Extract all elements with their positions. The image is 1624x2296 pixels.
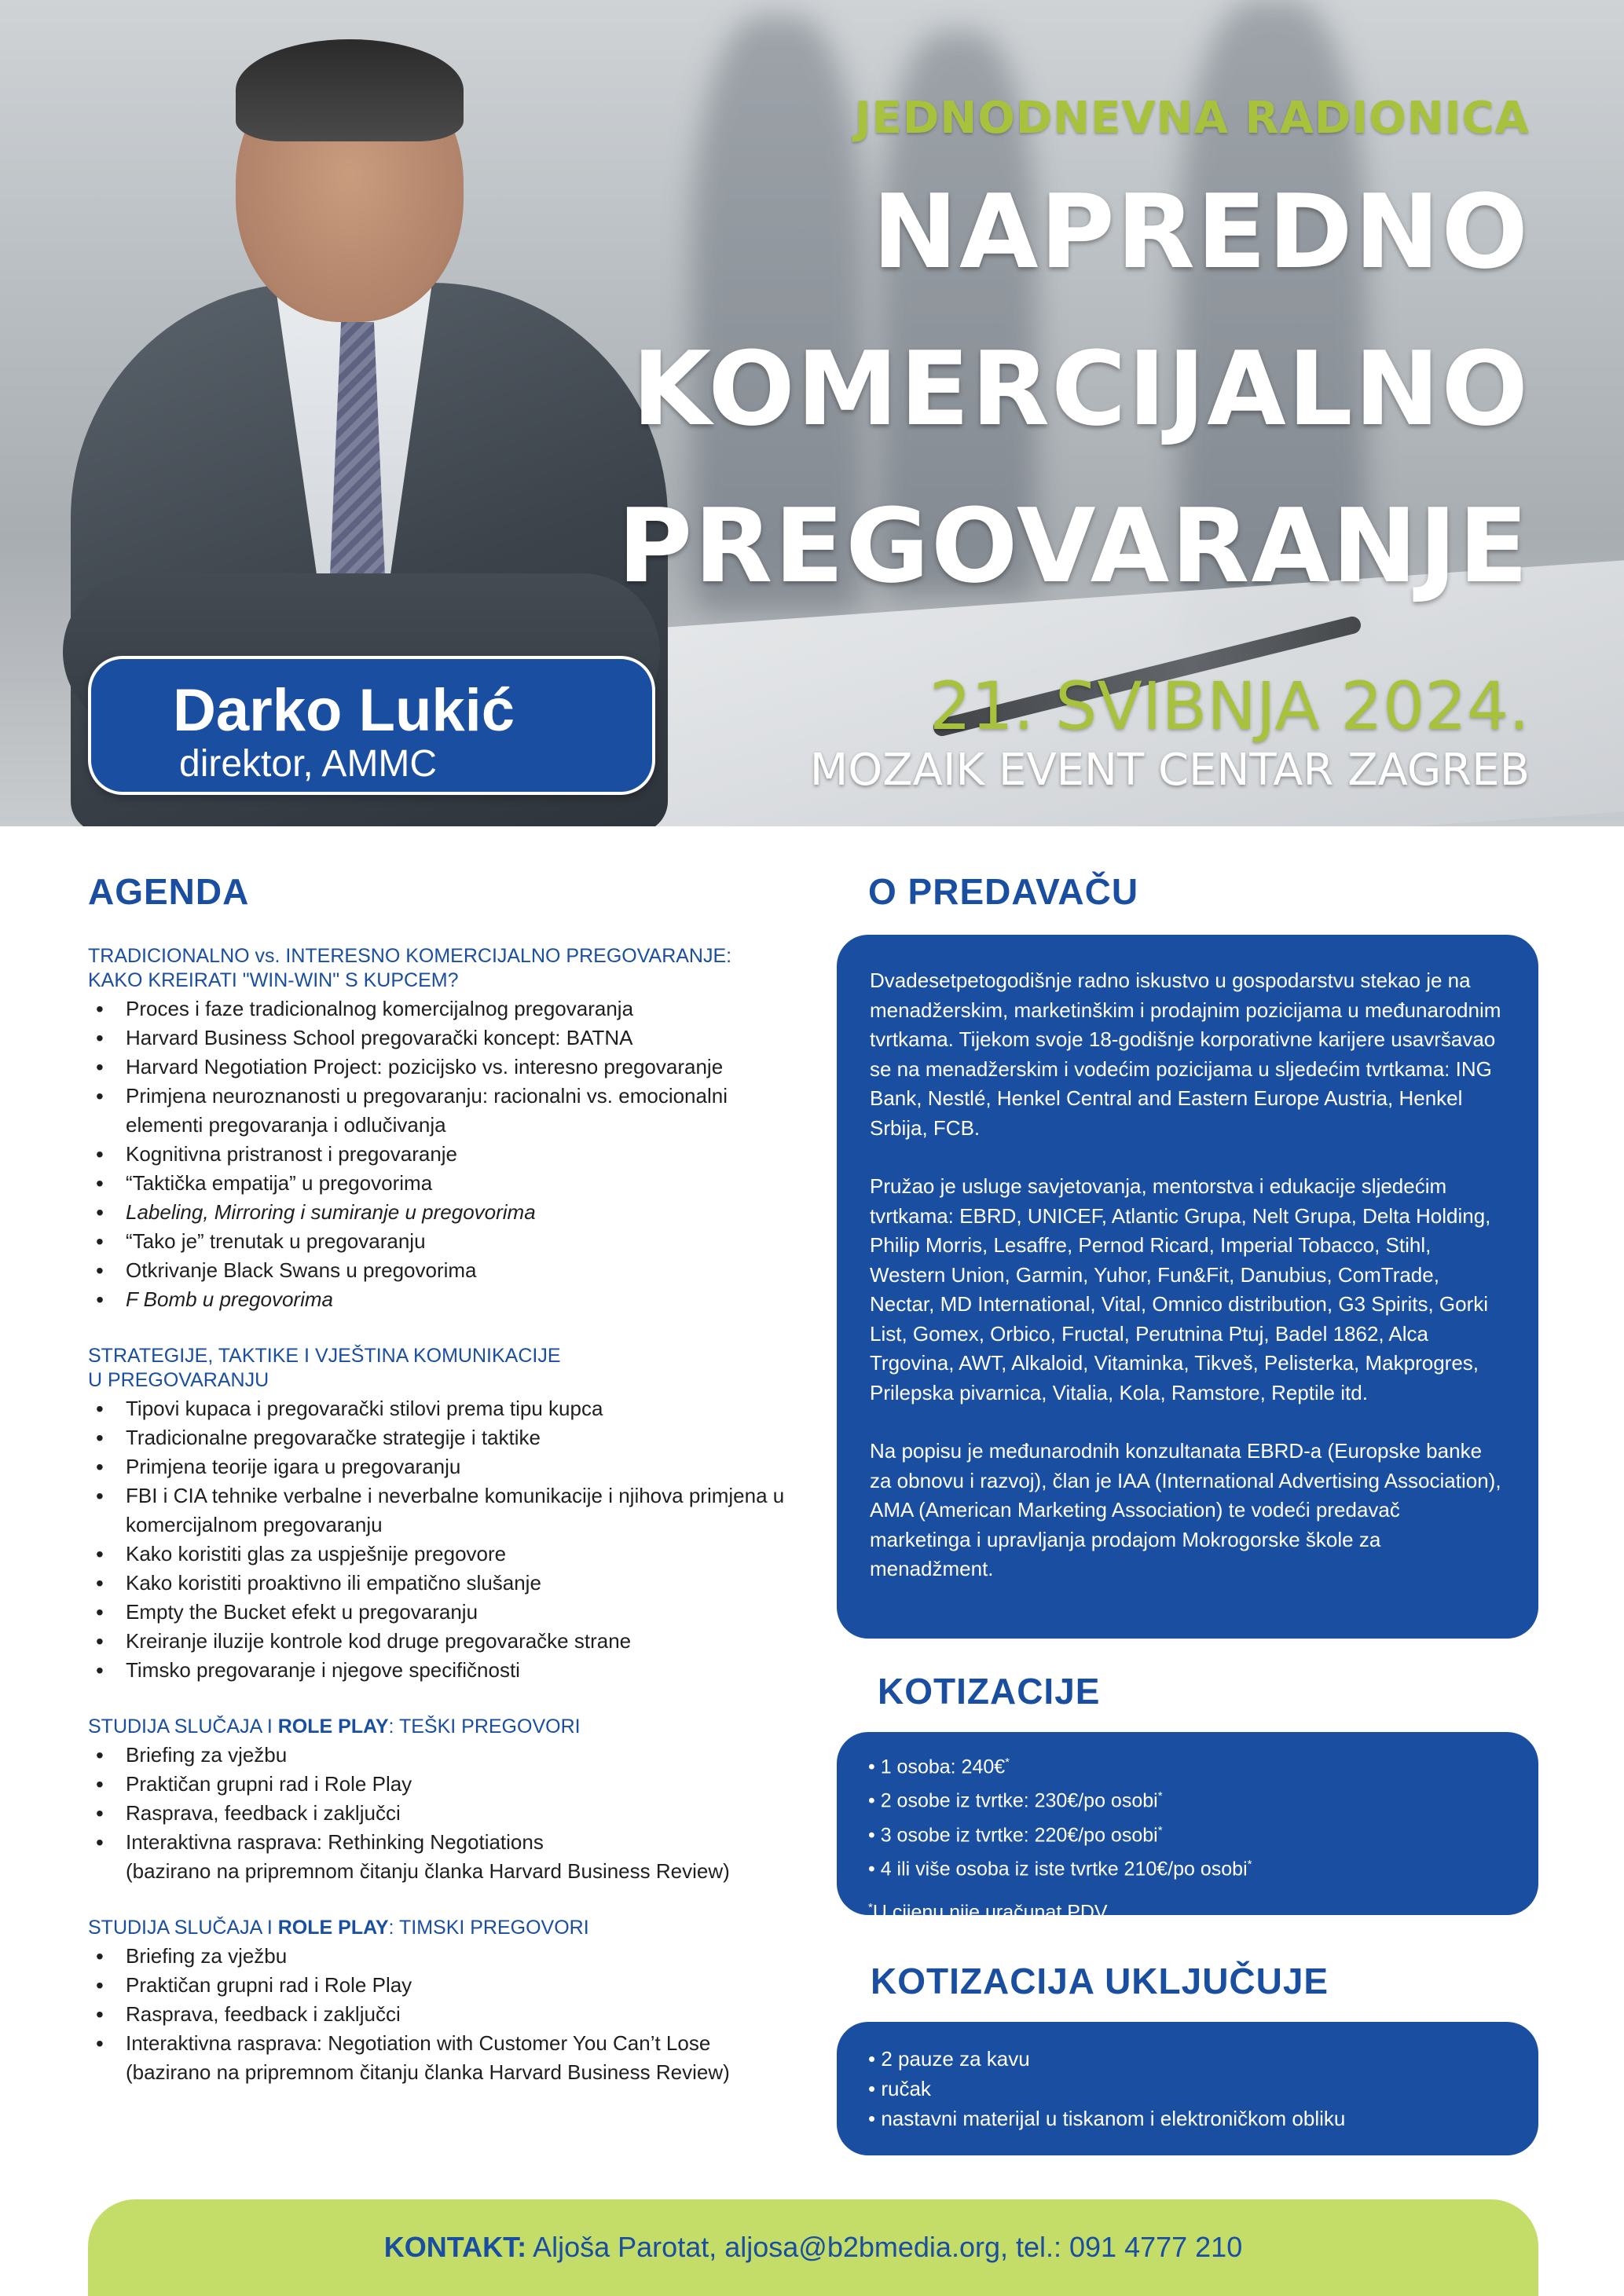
include-line: • nastavni materijal u tiskanom i elektroničkom obliku [868,2107,1346,2130]
list-item: • F Bomb u pregovorima [88,1285,795,1314]
contact-bar [88,2199,1538,2296]
contact-details: Aljoša Parotat, aljosa@b2bmedia.org, tel.: 091 4777 210 [526,2231,1243,2263]
speaker-role: direktor, AMMC [179,743,438,785]
list-item: • Kako koristiti proaktivno ili empatično slušanje [88,1569,795,1598]
agenda-list [88,1942,795,2087]
contact-label: KONTAKT: [383,2231,527,2263]
fee-line: • 1 osoba: 240€* [868,1756,1010,1778]
list-item: • Rasprava, feedback i zaključci [88,1799,795,1828]
includes-title: KOTIZACIJA UKLJUČUJE [871,1961,1329,2001]
about-paragraph: Dvadesetpetogodišnje radno iskustvo u gospodarstvu stekao je na menadžerskim, marketinškim i prodajnim pozicijama u međunarodnim tvrtkama. Tijekom svoje 18-godišnje korporativne karijere usavršavao se na menadžerskim i vodećim pozicijama u sljedećim tvrtkama: ING Bank, Nestlé, Henkel Central and Eastern Europe Austria, Henkel Srbija, FCB. [870,969,1501,1140]
group-title-line: TRADICIONALNO vs. INTERESNO KOMERCIJALNO PREGOVARANJE: [88,945,732,967]
fees-title: KOTIZACIJE [878,1671,1101,1712]
group-title-line: U PREGOVARANJU [88,1369,269,1391]
list-item-continuation: (bazirano na pripremnom čitanju članka Harvard Business Review) [126,2060,730,2084]
fees-box [837,1732,1538,1924]
fee-line: • 3 osobe iz tvrtke: 220€/po osobi* [868,1823,1163,1846]
list-item: • Praktičan grupni rad i Role Play [88,1971,795,2000]
list-item: • Interaktivna rasprava: Rethinking Negotiations [88,1828,795,1857]
about-box [837,935,1538,1639]
include-line: • ručak [868,2077,931,2100]
group-title-line: KAKO KREIRATI "WIN-WIN" S KUPCEM? [88,969,459,991]
group-title-part: : TEŠKI PREGOVORI [388,1716,581,1738]
title-line-3: PREGOVARANJE [618,486,1530,606]
group-title-bold: ROLE PLAY [277,1716,389,1738]
list-item: • Briefing za vježbu [88,1741,795,1770]
title-line-1: NAPREDNO [872,172,1530,291]
group-title-part: : TIMSKI PREGOVORI [388,1917,589,1939]
workshop-subtitle: JEDNODNEVNA RADIONICA [854,93,1530,144]
speaker-badge [88,656,655,795]
list-item: • Harvard Business School pregovarački koncept: BATNA [88,1023,795,1053]
list-item: • FBI i CIA tehnike verbalne i neverbalne komunikacije i njihova primjena u komercijalnom pregovaranju [88,1481,795,1540]
group-title-line: STRATEGIJE, TAKTIKE I VJEŠTINA KOMUNIKACIJE [88,1345,561,1367]
list-item: • Harvard Negotiation Project: pozicijsko vs. interesno pregovaranje [88,1053,795,1082]
group-title-bold: ROLE PLAY [277,1917,389,1939]
agenda-group-title [88,1715,795,1739]
list-item: • Timsko pregovaranje i njegove specifičnosti [88,1656,795,1685]
fee-line: • 2 osobe iz tvrtke: 230€/po osobi* [868,1789,1163,1812]
list-item: • Interaktivna rasprava: Negotiation with Customer You Can’t Lose [88,2029,795,2058]
list-item: • Kako koristiti glas za uspješnije pregovore [88,1540,795,1569]
list-item: • Tradicionalne pregovaračke strategije i taktike [88,1423,795,1452]
event-venue: MOZAIK EVENT CENTAR ZAGREB [809,745,1530,796]
list-item: • Primjena neuroznanosti u pregovaranju: racionalni vs. emocionalni elementi pregovaranja i odlučivanja [88,1082,795,1140]
list-item: • Rasprava, feedback i zaključci [88,2000,795,2029]
agenda-list [88,994,795,1314]
agenda-group-title [88,1916,795,1940]
list-item: • “Taktička empatija” u pregovorima [88,1169,795,1198]
group-title-part: STUDIJA SLUČAJA I [88,1917,278,1939]
agenda-list [88,1394,795,1685]
hero-banner [0,0,1624,826]
list-item: • Labeling, Mirroring i sumiranje u pregovorima [88,1198,795,1227]
list-item: • Empty the Bucket efekt u pregovaranju [88,1598,795,1627]
include-line: • 2 pauze za kavu [868,2047,1030,2071]
list-item: • Kreiranje iluzije kontrole kod druge pregovaračke strane [88,1627,795,1656]
list-item: • Briefing za vježbu [88,1942,795,1971]
list-item: • Proces i faze tradicionalnog komercijalnog pregovaranja [88,994,795,1023]
agenda-group-title [88,944,795,993]
about-title: O PREDAVAČU [868,871,1139,912]
group-title-part: STUDIJA SLUČAJA I [88,1716,278,1738]
list-item: • Primjena teorije igara u pregovaranju [88,1452,795,1481]
includes-box [837,2022,1538,2155]
list-item: • Praktičan grupni rad i Role Play [88,1770,795,1799]
about-paragraph: Na popisu je međunarodnih konzultanata EBRD-a (Europske banke za obnovu i razvoj), član je IAA (International Advertising Association), AMA (American Marketing Association) te vodeći predavač marketinga i upravljanja prodajom Mokrogorske škole za menadžment. [870,1439,1501,1580]
agenda-title: AGENDA [88,871,250,912]
fee-note: *U cijenu nije uračunat PDV [868,1901,1108,1924]
agenda-group-title [88,1344,795,1393]
list-item: • Kognitivna pristranost i pregovaranje [88,1140,795,1169]
list-item: • Tipovi kupaca i pregovarački stilovi prema tipu kupca [88,1394,795,1423]
list-item: • “Tako je” trenutak u pregovaranju [88,1227,795,1256]
agenda-list [88,1741,795,1886]
fee-line: • 4 ili više osoba iz iste tvrtke 210€/po osobi* [868,1857,1252,1880]
list-item-continuation: (bazirano na pripremnom čitanju članka Harvard Business Review) [126,1859,730,1883]
about-paragraph: Pružao je usluge savjetovanja, mentorstva i edukacije sljedećim tvrtkama: EBRD, UNICEF, Atlantic Grupa, Nelt Grupa, Delta Holding, Philip Morris, Lesaffre, Pernod Ricard, Imperial Tobacco, Stihl, Western Union, Garmin, Yuhor, Fun&Fit, Danubius, ComTrade, Nectar, MD International, Vital, Omnico distribution, G3 Spirits, Gorki List, Gomex, Orbico, Fructal, Perutnina Ptuj, Badel 1862, Alca Trgovina, AWT, Alkaloid, Vitaminka, Tikveš, Pelisterka, Makprogres, Prilepska pivarnica, Vitalia, Kola, Ramstore, Reptile itd. [870,1174,1491,1404]
list-item: • Otkrivanje Black Swans u pregovorima [88,1256,795,1285]
speaker-name: Darko Lukić [173,677,515,744]
event-date: 21. SVIBNJA 2024. [929,668,1530,745]
agenda-section [88,870,795,2087]
title-line-2: KOMERCIJALNO [632,329,1530,449]
